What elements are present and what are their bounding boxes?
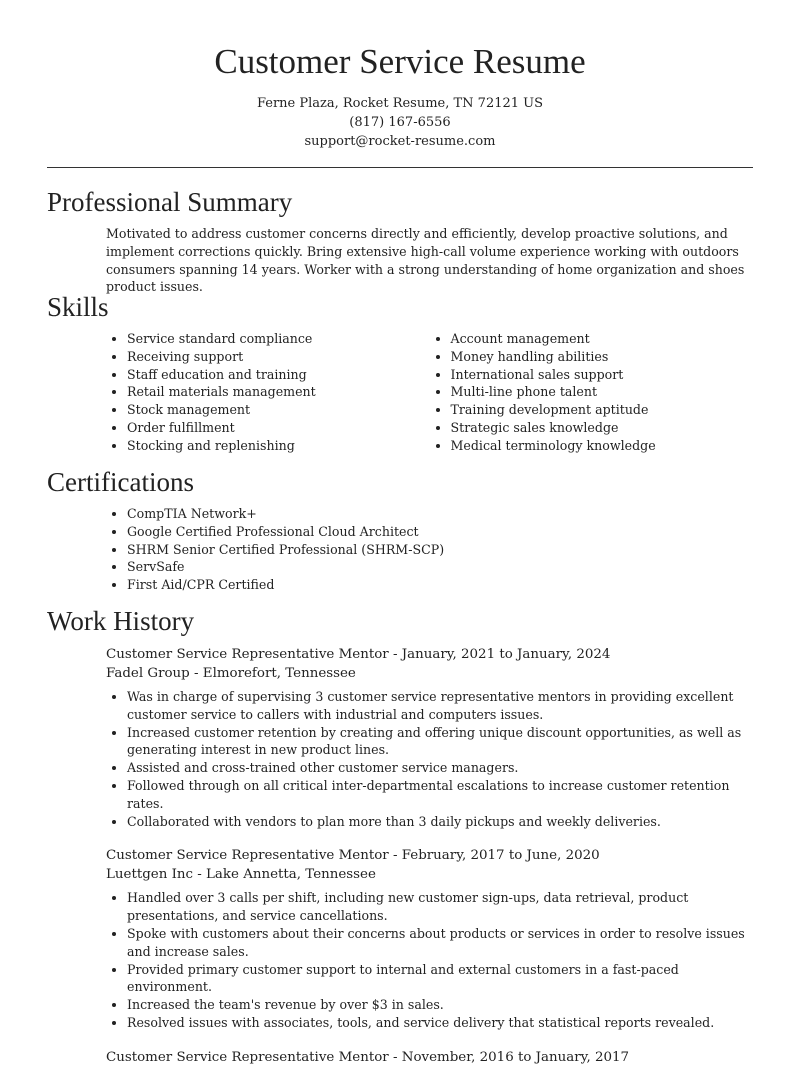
skills-section: [47, 291, 753, 455]
work-history-heading: Work History: [47, 606, 195, 636]
job-duty-item: • Handled over 3 calls per shift, including new customer sign-ups, data retrieval, product presentations, and service cancellations.: [127, 889, 753, 925]
certification-item: • First Aid/CPR Certified: [127, 576, 753, 594]
job-entry: [47, 1048, 753, 1067]
skills-list-left: [106, 330, 430, 455]
skill-item: • Strategic sales knowledge: [451, 419, 754, 437]
job-company-line: Fadel Group - Elmorefort, Tennessee: [106, 666, 356, 681]
contact-address: Ferne Plaza, Rocket Resume, TN 72121 US: [256, 96, 544, 111]
certifications-list: [106, 505, 753, 594]
job-duty-item: • Increased the team's revenue by over $3 in sales.: [127, 996, 753, 1014]
skills-heading: Skills: [47, 292, 109, 322]
job-duties-list: [106, 889, 753, 1031]
skill-item: • Service standard compliance: [127, 330, 430, 348]
skill-item: • Stocking and replenishing: [127, 437, 430, 455]
skill-item: • Medical terminology knowledge: [451, 437, 754, 455]
summary-heading: Professional Summary: [47, 187, 293, 217]
skill-item: • Account management: [451, 330, 754, 348]
certification-item: • CompTIA Network+: [127, 505, 753, 523]
certification-item: • ServSafe: [127, 558, 753, 576]
skill-item: • Retail materials management: [127, 383, 430, 401]
job-duty-item: • Followed through on all critical inter-departmental escalations to increase customer retention rates.: [127, 777, 753, 813]
skills-columns: [106, 330, 753, 455]
certifications-heading: Certifications: [47, 467, 194, 497]
job-duty-item: • Resolved issues with associates, tools, and service delivery that statistical reports revealed.: [127, 1014, 753, 1032]
skill-item: • Multi-line phone talent: [451, 383, 754, 401]
job-duty-item: • Was in charge of supervising 3 customer service representative mentors in providing excellent customer service to callers with industrial and computers issues.: [127, 688, 753, 724]
job-duty-item: • Collaborated with vendors to plan more than 3 daily pickups and weekly deliveries.: [127, 813, 753, 831]
contact-phone: (817) 167-6556: [349, 115, 451, 130]
skill-item: • Training development aptitude: [451, 401, 754, 419]
skill-item: • Receiving support: [127, 348, 430, 366]
job-entry: [47, 645, 753, 830]
job-duty-item: • Assisted and cross-trained other customer service managers.: [127, 759, 753, 777]
job-duties: [106, 688, 753, 830]
job-entry: [47, 846, 753, 1031]
certifications-section: [47, 466, 753, 594]
job-duty-item: • Increased customer retention by creating and offering unique discount opportunities, as well as generating interest in new product lines.: [127, 724, 753, 760]
work-history-section: [47, 605, 753, 1083]
job-duties-list: [106, 688, 753, 830]
skill-item: • Order fulfillment: [127, 419, 430, 437]
certification-item: • SHRM Senior Certified Professional (SHRM-SCP): [127, 541, 753, 559]
skills-list-right: [430, 330, 754, 455]
job-duties: [106, 889, 753, 1031]
skill-item: • Staff education and training: [127, 366, 430, 384]
skill-item: • International sales support: [451, 366, 754, 384]
job-title-line: Customer Service Representative Mentor - January, 2021 to January, 2024: [106, 647, 611, 662]
skill-item: • Money handling abilities: [451, 348, 754, 366]
header-divider: [47, 167, 753, 168]
job-duty-item: • Spoke with customers about their concerns about products or services in order to resolve issues and increase sales.: [127, 925, 753, 961]
job-company-line: Luettgen Inc - Lake Annetta, Tennessee: [106, 867, 376, 883]
summary-section: [47, 186, 753, 296]
contact-email: support@rocket-resume.com: [304, 134, 496, 149]
skill-item: • Stock management: [127, 401, 430, 419]
job-title-line: Customer Service Representative Mentor - November, 2016 to January, 2017: [106, 1049, 630, 1065]
resume-title: Customer Service Resume: [214, 42, 586, 81]
certification-item: • Google Certified Professional Cloud Architect: [127, 523, 753, 541]
job-title-line: Customer Service Representative Mentor - February, 2017 to June, 2020: [106, 848, 600, 864]
summary-text: Motivated to address customer concerns directly and efficiently, develop proactive solutions, and implement corrections quickly. Bring extensive high-call volume experience working with outdoors consumers spanning 14 years. Worker with a strong understanding of home organization and shoes product issues.: [106, 226, 745, 295]
resume-header: [0, 0, 800, 151]
job-duty-item: • Provided primary customer support to internal and external customers in a fast-paced environment.: [127, 961, 753, 997]
